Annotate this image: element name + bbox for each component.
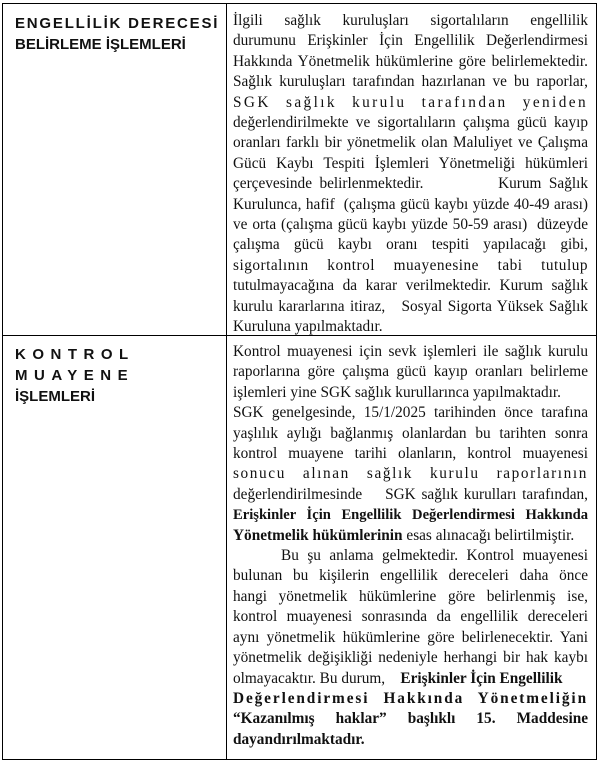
- text-line: dayandırılmaktadır.: [233, 730, 365, 748]
- heading-line: BELİRLEME İŞLEMLERİ: [15, 36, 186, 53]
- text-line: yaşlılık aylığı bağlanmış olanlardan bu tarihten sonra: [233, 424, 588, 442]
- heading-line: İŞLEMLERİ: [15, 388, 96, 405]
- text-line: Kontrol muayenesi için sevk işlemleri ile sağlık kurulu: [233, 343, 588, 360]
- paragraph: [233, 342, 588, 750]
- row-heading-cell: [3, 4, 227, 335]
- paragraph: [233, 11, 588, 338]
- text-line: çerçevesinde belirlenmektedir. Kurum Sağlık: [233, 175, 588, 193]
- text-line: raporlarına göre çalışma gücü kayıp oranları belirleme: [233, 363, 588, 381]
- row-heading: [15, 344, 226, 407]
- text-line: oranları farklı bir yönetmelik olan Maluliyet ve Çalışma: [233, 134, 588, 152]
- text-line: Kuruluna yapılmaktadır.: [233, 318, 383, 336]
- text-line: durumunu Erişkinler İçin Engellilik Değerlendirmesi: [233, 32, 588, 50]
- table-row: [3, 4, 596, 336]
- text-line: kontrol muayene tarihi olanların, kontrol muayenesi: [233, 445, 588, 463]
- text-fragment: olmayacaktır. Bu durum,: [233, 669, 386, 687]
- heading-line: KONTROL MUAYENE: [15, 346, 135, 384]
- text-line: yönetmelik değişikliği nedeniyle herhangi bir hak kaybı: [233, 649, 588, 667]
- text-line: SGK genelgesinde, 15/1/2025 tarihinden önce tarafına: [233, 404, 588, 422]
- row-body-cell: [227, 336, 596, 759]
- text-line: ve orta (çalışma gücü kaybı yüzde 50-59 arası) düzeyde: [233, 216, 588, 234]
- text-line: Gücü Kaybı Tespiti İşlemleri Yönetmeliği hükümleri: [233, 154, 588, 172]
- bold-phrase: Yönetmelik hükümlerinin: [233, 526, 403, 544]
- text-line: “Kazanılmış haklar” başlıklı 15. Maddesine: [233, 710, 588, 728]
- row-heading: [15, 13, 226, 55]
- row-body-cell: [227, 4, 596, 335]
- table-row: [3, 336, 596, 759]
- text-line: Değerlendirmesi Hakkında Yönetmeliğin: [233, 689, 588, 707]
- text-line: sigortalının kontrol muayenesine tabi tutulup: [233, 256, 588, 274]
- text-line: çalışma gücü kaybı oranı tespiti yapılacağı gibi,: [233, 236, 588, 254]
- text-line: Yönetmelik hükümlerinin esas alınacağı belirtilmiştir.: [233, 526, 575, 544]
- text-line: bulunan bu kişilerin engellilik dereceleri daha önce: [233, 567, 588, 585]
- text-line: işlemleri yine SGK sağlık kurullarınca yapılmaktadır.: [233, 383, 561, 401]
- text-line: değerlendirilmesinde SGK sağlık kurulları tarafından,: [233, 485, 588, 503]
- text-line: İlgili sağlık kuruluşları sigortalıların engellilik: [233, 12, 588, 29]
- text-line: kontrol muayenesi sonrasında da engellilik dereceleri: [233, 608, 588, 626]
- text-line: kurulu kararlarına itiraz, Sosyal Sigorta Yüksek Sağlık: [233, 297, 588, 315]
- row-heading-cell: [3, 336, 227, 759]
- text-line: Erişkinler İçin Engellilik Değerlendirmesi Hakkında: [233, 507, 588, 524]
- text-line: hangi yönetmelik hükümlerine göre belirlenmiş ise,: [233, 587, 588, 605]
- text-line: Sağlık kuruluşları tarafından hazırlanan ve bu raporlar,: [233, 73, 588, 91]
- text-line: Bu şu anlama gelmektedir. Kontrol muayenesi: [281, 547, 588, 565]
- text-line: sonucu alınan sağlık kurulu raporlarının: [233, 465, 588, 483]
- text-line: Hakkında Yönetmelik hükümlerine göre belirlemektedir.: [233, 52, 588, 70]
- text-line: değerlendirilmekte ve sigortalıların çalışma gücü kayıp: [233, 114, 588, 132]
- bold-phrase: Erişkinler İçin Engellilik: [400, 669, 563, 687]
- text-line: Kurulunca, hafif (çalışma gücü kaybı yüzde 40-49 arası): [233, 195, 588, 213]
- text-line: aynı yönetmelik hükümlerine göre belirlenecektir. Yani: [233, 628, 588, 646]
- text-line: [233, 669, 588, 689]
- content-table: [2, 3, 597, 760]
- text-line: tutulmayacağına da karar verilmektedir. Kurum sağlık: [233, 277, 588, 295]
- heading-line: ENGELLİLİK DERECESİ: [15, 15, 220, 32]
- text-line: SGK sağlık kurulu tarafından yeniden: [233, 93, 588, 111]
